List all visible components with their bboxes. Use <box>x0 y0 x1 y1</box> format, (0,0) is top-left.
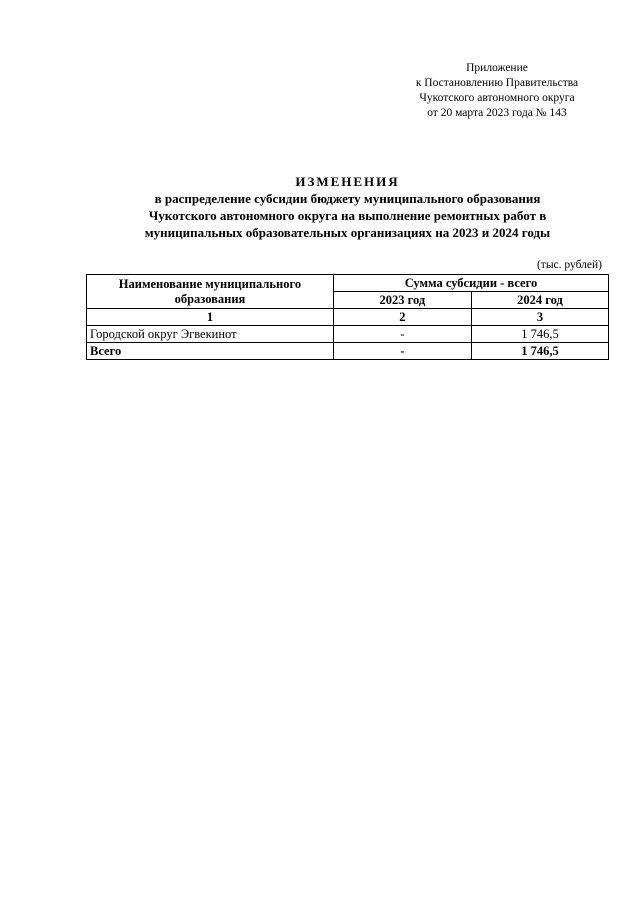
total-value-2024: 1 746,5 <box>471 343 608 360</box>
total-name: Всего <box>87 343 334 360</box>
header-name: Наименование муниципального образования <box>87 275 334 309</box>
column-number: 3 <box>471 309 608 326</box>
title-line: в распределение субсидии бюджету муниципального образования <box>154 191 541 206</box>
subsidy-table <box>86 274 609 360</box>
column-number: 1 <box>87 309 334 326</box>
row-value-2024: 1 746,5 <box>471 326 608 343</box>
column-number: 2 <box>333 309 471 326</box>
appendix-line: Чукотского автономного округа <box>419 92 575 104</box>
header-sum: Сумма субсидии - всего <box>333 275 608 292</box>
appendix-line: Приложение <box>466 62 528 74</box>
total-value-2023: - <box>333 343 471 360</box>
units-label: (тыс. рублей) <box>536 259 602 271</box>
title-line: Чукотского автономного округа на выполнение ремонтных работ в <box>148 208 547 223</box>
title-line: муниципальных образовательных организациях на 2023 и 2024 годы <box>144 225 551 240</box>
appendix-line: от 20 марта 2023 года № 143 <box>427 107 567 119</box>
document-title <box>70 173 625 241</box>
table-row <box>87 326 609 343</box>
table-header-row <box>87 275 609 292</box>
header-year-2024: 2024 год <box>471 292 608 309</box>
title-main: ИЗМЕНЕНИЯ <box>295 174 400 189</box>
row-name: Городской округ Эгвекинот <box>87 326 334 343</box>
row-value-2023: - <box>333 326 471 343</box>
appendix-line: к Постановлению Правительства <box>415 77 579 89</box>
total-row <box>87 343 609 360</box>
appendix-header <box>392 61 602 121</box>
column-number-row <box>87 309 609 326</box>
header-year-2023: 2023 год <box>333 292 471 309</box>
